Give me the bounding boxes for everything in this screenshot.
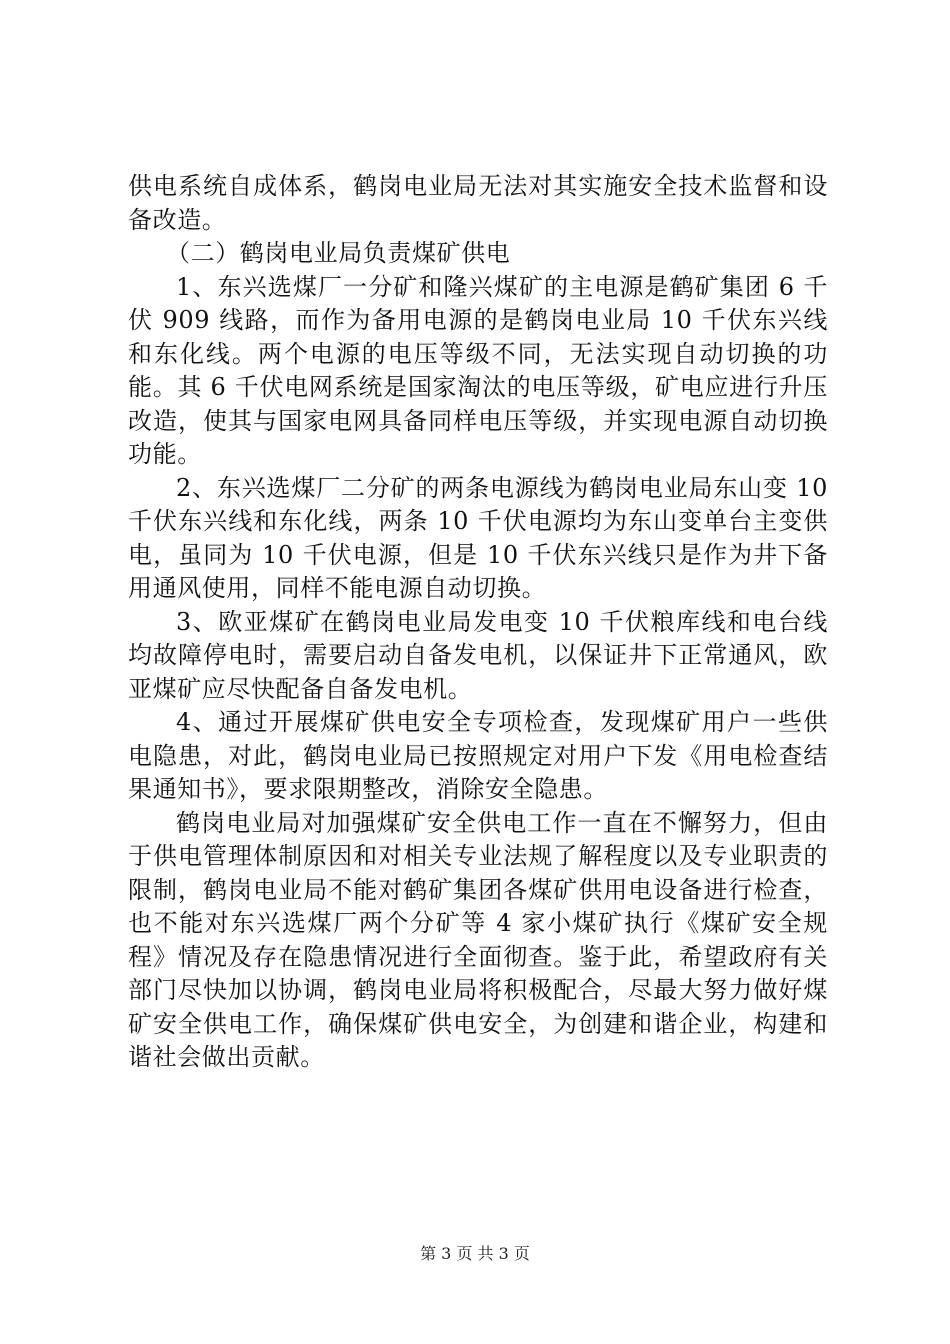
document-body xyxy=(128,170,828,1075)
paragraph-item-1: 1、东兴选煤厂一分矿和隆兴煤矿的主电源是鹤矿集团 6 千伏 909 线路，而作为备用电源的是鹤岗电业局 10 千伏东兴线和东化线。两个电源的电压等级不同，无法实现自动切换的功能。其 6 千伏电网系统是国家淘汰的电压等级，矿电应进行升压改造，使其与国家电网具备同样电压等级，并实现电源自动切换功能。 xyxy=(128,272,828,468)
paragraph-item-3: 3、欧亚煤矿在鹤岗电业局发电变 10 千伏粮库线和电台线均故障停电时，需要启动自备发电机，以保证井下正常通风，欧亚煤矿应尽快配备自备发电机。 xyxy=(128,607,828,703)
paragraph-continuation: 供电系统自成体系，鹤岗电业局无法对其实施安全技术监督和设备改造。 xyxy=(128,172,828,234)
paragraph-item-2: 2、东兴选煤厂二分矿的两条电源线为鹤岗电业局东山变 10 千伏东兴线和东化线，两条 10 千伏电源均为东山变单台主变供电，虽同为 10 千伏电源，但是 10 千伏东兴线只是作为井下备用通风使用，同样不能电源自动切换。 xyxy=(128,473,828,602)
section-heading: （二）鹤岗电业局负责煤矿供电 xyxy=(166,239,511,267)
paragraph-item-4: 4、通过开展煤矿供电安全专项检查，发现煤矿用户一些供电隐患，对此，鹤岗电业局已按照规定对用户下发《用电检查结果通知书》，要求限期整改，消除安全隐患。 xyxy=(128,708,828,803)
paragraph-conclusion: 鹤岗电业局对加强煤矿安全供电工作一直在不懈努力，但由于供电管理体制原因和对相关专业法规了解程度以及专业职责的限制，鹤岗电业局不能对鹤矿集团各煤矿供用电设备进行检查，也不能对东兴选煤厂两个分矿等 4 家小煤矿执行《煤矿安全规程》情况及存在隐患情况进行全面彻查。鉴于此，希望政府有关部门尽快加以协调，鹤岗电业局将积极配合，尽最大努力做好煤矿安全供电工作，确保煤矿供电安全，为创建和谐企业，构建和谐社会做出贡献。 xyxy=(128,808,828,1071)
page-number-footer: 第 3 页 共 3 页 xyxy=(420,1244,530,1263)
